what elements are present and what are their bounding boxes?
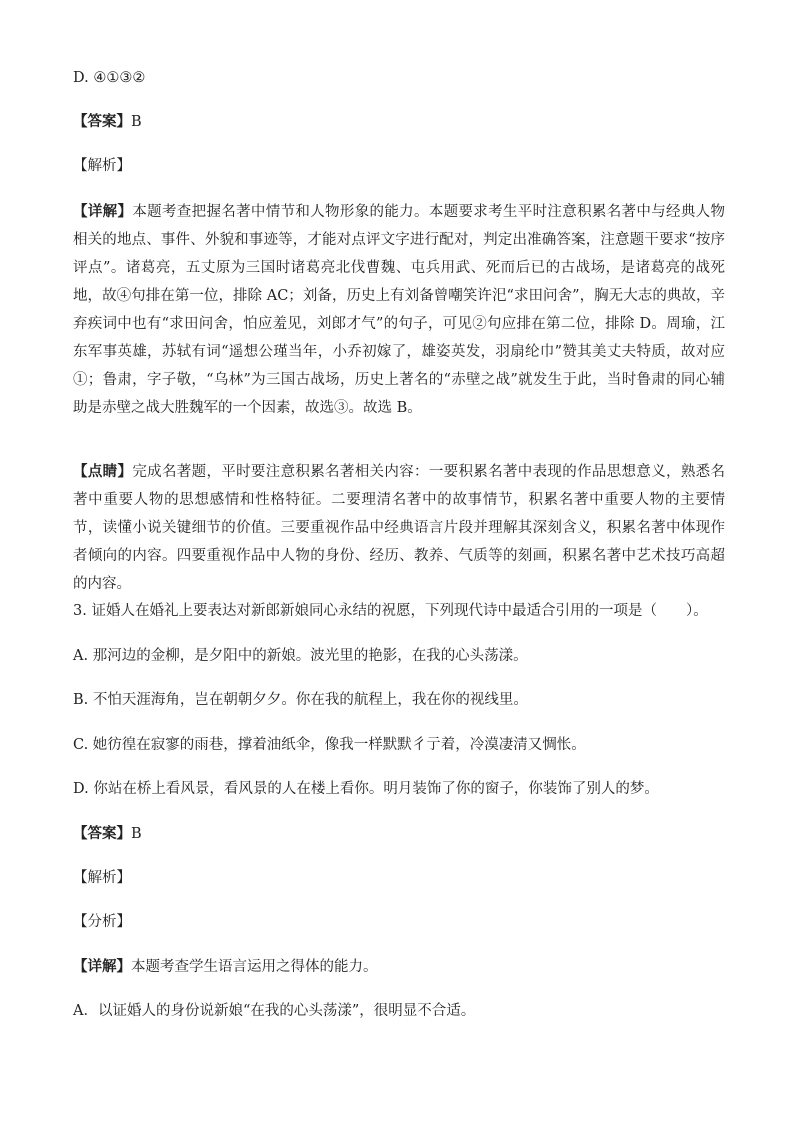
- q3-stem: 3. 证婚人在婚礼上要表达对新郎新娘同心永结的祝愿，下列现代诗中最适合引用的一项是（ ）。: [73, 603, 708, 619]
- answer-label: 【答案】: [73, 825, 131, 842]
- q3-analysis-heading: 【解析】: [73, 870, 131, 886]
- q2-answer: [73, 112, 142, 132]
- point-label: 【点睛】: [73, 463, 133, 480]
- q3-option-b: B. 不怕天涯海角，岂在朝朝夕夕。你在我的航程上，我在你的视线里。: [73, 692, 528, 708]
- detail-label: 【详解】: [73, 203, 133, 220]
- answer-value: B: [131, 114, 142, 130]
- q3-detail: [73, 957, 378, 977]
- q2-point-paragraph: [73, 458, 725, 598]
- q2-detail-paragraph: [73, 198, 725, 422]
- q2-option-d: D. ④①③②: [73, 70, 146, 86]
- detail-text: 本题考查学生语言运用之得体的能力。: [131, 959, 378, 975]
- q3-option-d: D. 你站在桥上看风景，看风景的人在楼上看你。明月装饰了你的窗子，你装饰了别人的梦。: [73, 781, 659, 797]
- q3-detail-a: A．以证婚人的身份说新娘“在我的心头荡漾”，很明显不合适。: [73, 1003, 476, 1019]
- point-text: 完成名著题，平时要注意积累名著相关内容：一要积累名著中表现的作品思想意义，熟悉名著中重要人物的思想感情和性格特征。二要理清名著中的故事情节，积累名著中重要人物的主要情节，读懂小说关键细节的价值。三要重视作品中经典语言片段并理解其深刻含义，积累名著中体现作者倾向的内容。四要重视作品中人物的身份、经历、教养、气质等的刻画，积累名著中艺术技巧高超的内容。: [73, 464, 726, 592]
- detail-text: 本题考查把握名著中情节和人物形象的能力。本题要求考生平时注意积累名著中与经典人物相关的地点、事件、外貌和事迹等，才能对点评文字进行配对，判定出准确答案，注意题干要求“按序评点”。诸葛亮，五丈原为三国时诸葛亮北伐曹魏、屯兵用武、死而后已的古战场，是诸葛亮的战死地，故④句排在第一位，排除 AC；刘备，历史上有刘备曾嘲笑许汜“求田问舍”，胸无大志的典故，辛弃疾词中也有“求田问舍，怕应羞见，刘郎才气”的句子，可见②句应排在第二位，排除 D。周瑜，江东军事英雄，苏轼有词“遥想公瑾当年，小乔初嫁了，雄姿英发，羽扇纶巾”赞其美丈夫特质，故对应①；鲁肃，字子敬，“乌林”为三国古战场，历史上著名的“赤壁之战”就发生于此，当时鲁肃的同心辅助是赤壁之战大胜魏军的一个因素，故选③。故选 B。: [73, 204, 726, 416]
- detail-label: 【详解】: [73, 958, 131, 975]
- q3-fenxi-heading: 【分析】: [73, 914, 131, 930]
- answer-label: 【答案】: [73, 113, 131, 130]
- q3-answer: [73, 824, 142, 844]
- q2-analysis-heading: 【解析】: [73, 158, 131, 174]
- answer-value: B: [131, 826, 142, 842]
- q3-option-a: A. 那河边的金柳，是夕阳中的新娘。波光里的艳影，在我的心头荡漾。: [73, 648, 528, 664]
- q3-option-c: C. 她彷徨在寂寥的雨巷，撑着油纸伞，像我一样默默彳亍着，冷漠凄清又惆怅。: [73, 737, 586, 753]
